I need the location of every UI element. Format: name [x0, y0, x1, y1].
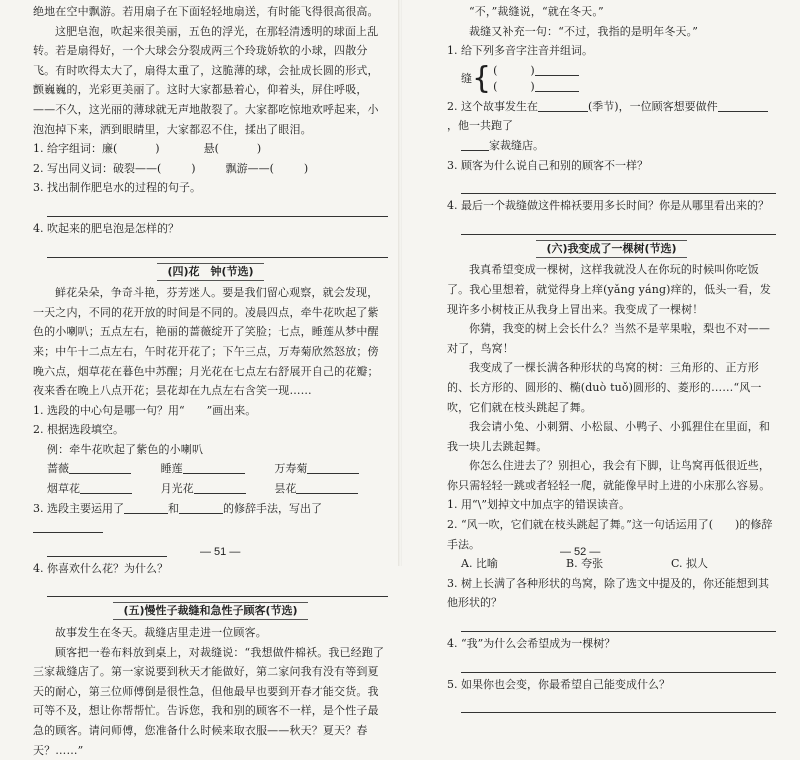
fill-blank[interactable]	[461, 138, 489, 151]
page-number: — 51 —	[200, 546, 241, 559]
fill-blank[interactable]	[538, 99, 588, 112]
section-5-passage-2: 顾客把一卷布料放到桌上，对裁缝说：“我想做件棉袄。我已经跑了三家裁缝店了。第一家说要到秋天才能做好，第二家问我有没有等到夏天的耐心，第三位师傅倒是很性急，但他最早也要到开春才能交货。我可等不及，想让你帮帮忙。告诉您，我和别的顾客不一样，是个性子最急的顾客。请问师傅，您准备什么时候来取衣服——秋天？夏天？春天？……”	[33, 645, 385, 757]
fill-blank[interactable]	[296, 481, 358, 494]
section-6-paragraph: 我真希望变成一棵树，这样我就没人在你玩的时候叫你吃饭了。我心里想着，就觉得身上痒(yǎng yáng)痒的，低头一看，发现许多小树枝正从我身上冒出来。我变成了一棵树！	[447, 263, 771, 316]
fill-blank[interactable]	[179, 501, 223, 514]
section-4-passage: 鲜花朵朵，争奇斗艳，芬芳迷人。要是我们留心观察，就会发现，一天之内，不同的花开放的时间是不同的。凌晨四点，牵牛花吹起了紫色的小喇叭；五点左右，艳丽的蔷薇绽开了笑脸；七点，睡莲从梦中醒来；中午十二点左右，午时花开花了；下午三点，万寿菊欣然怒放；傍晚六点，烟草花在暮色中苏醒；月光花在七点左右舒展开自己的花瓣；夜来香在晚上八点开花；昙花却在九点左右含笑一现……	[33, 286, 379, 398]
flower-label: 烟草花	[47, 482, 80, 496]
question-1: 1. 给下列多音字注音并组词。	[447, 44, 593, 58]
sec6-q2-options	[461, 554, 776, 574]
q2-end: )	[303, 161, 309, 175]
sec4-question-4: 4. 你喜欢什么花？为什么？	[33, 561, 168, 575]
fill-blank[interactable]	[69, 461, 131, 474]
question-4: 4. 最后一个裁缝做这件棉袄要用多长时间？你是从哪里看出来的？	[447, 199, 769, 213]
section-5-passage-1: 故事发生在冬天。裁缝店里走进一位顾客。	[55, 626, 267, 640]
answer-line[interactable]	[47, 540, 167, 557]
fill-row[interactable]: ( )	[493, 63, 579, 79]
fill-blank[interactable]	[183, 461, 245, 474]
fill-blank[interactable]	[307, 461, 359, 474]
question-1	[33, 139, 388, 159]
flower-label: 万寿菊	[274, 462, 308, 476]
flower-label: 昙花	[274, 482, 297, 496]
section-4-title: (四)花 钟(节选)	[33, 262, 388, 282]
fill-blank[interactable]	[194, 481, 246, 494]
q1-end: )	[256, 142, 262, 156]
q1-mid: )	[155, 142, 160, 156]
sec4-question-2: 2. 根据选段填空。	[33, 423, 124, 437]
sec4-question-3: 3. 选段主要运用了 和 的修辞手法，写出了	[33, 499, 388, 538]
question-2: 2. 这个故事发生在 (季节)，一位顾客想要做件，他一共跑了	[447, 97, 776, 136]
flower-label: 蔷薇	[47, 462, 69, 476]
question-3: 3. 顾客为什么说自己和别的顾客不一样？	[447, 158, 648, 172]
section-6-paragraph: 我会请小兔、小刺猬、小松鼠、小鸭子、小狐狸住在里面，和我一块儿去跳起舞。	[447, 420, 771, 453]
section-6-paragraph: 我变成了一棵长满各种形状的鸟窝的树：三角形的、正方形的、长方形的、圆形的、椭(duò tuǒ)圆形的、菱形的……“风一吹，它们就在枝头跳起了舞。	[447, 361, 762, 414]
option-a[interactable]: A. 比喻	[461, 557, 498, 571]
answer-line[interactable]	[461, 615, 776, 632]
flower-fill-row-1	[47, 459, 388, 479]
section-5-title: (五)慢性子裁缝和急性子顾客(节选)	[33, 601, 388, 621]
sec6-question-2: 2. “风一吹，它们就在枝头跳起了舞。”这一句话运用了( )的修辞手法。	[447, 518, 773, 551]
fill-blank[interactable]	[80, 481, 132, 494]
answer-line[interactable]	[461, 696, 776, 713]
fill-blank[interactable]	[33, 520, 103, 533]
answer-line[interactable]	[47, 241, 388, 258]
q2-part2: 飘游——(	[225, 161, 274, 175]
answer-line[interactable]	[461, 656, 776, 673]
question-3: 3. 找出制作肥皂水的过程的句子。	[33, 181, 201, 195]
passage-line: “不，”裁缝说，“就在冬天。”	[469, 5, 604, 18]
q2-label: 2. 写出同义词：破裂——(	[33, 161, 162, 175]
section-6-paragraph: 你猜，我变的树上会长什么？当然不是苹果啦，梨也不对——对了，鸟窝！	[447, 322, 771, 355]
sec6-question-4: 4. “我”为什么会希望成为一棵树？	[447, 637, 616, 651]
passage-paragraph: 这肥皂泡，吹起来很美丽，五色的浮光，在那轻清透明的球面上乱转。若是扇得好，一个大球会分裂成两三个玲珑娇软的小球，四散分飞。有时吹得太大了，扇得太重了，这脆薄的球，会扯成长圆的形式，颤巍巍的，光彩更美丽了。这时大家都悬着心，仰着头，屏住呼吸，——不久，这光丽的薄球就无声地散裂了。大家都吃惊地欢呼起来，小泡泡掉下来，洒到眼睛里，大家都忍不住，揉出了眼泪。	[33, 24, 379, 136]
fill-blank[interactable]	[718, 99, 768, 112]
page-52	[400, 0, 800, 691]
sec6-question-3: 3. 树上长满了各种形状的鸟窝，除了选文中提及的，你还能想到其他形状的？	[447, 576, 769, 610]
polyphone-char: 缝	[461, 71, 472, 85]
polyphone-bracket	[461, 60, 776, 96]
sec4-question-1: 1. 选段的中心句是哪一句？用“ ”画出来。	[33, 403, 257, 417]
answer-line[interactable]	[47, 580, 388, 597]
brace-icon: {	[472, 60, 492, 96]
page-51	[0, 0, 400, 757]
sec6-question-1: 1. 用“\”划掉文中加点字的错误读音。	[447, 498, 630, 512]
passage-line: 绝地在空中飘游。若用扇子在下面轻轻地扇送，有时能飞得很高很高。	[33, 5, 379, 18]
section-6-title: (六)我变成了一棵树(节选)	[447, 239, 776, 259]
q1-part2: 悬(	[203, 142, 219, 156]
option-c[interactable]: C. 拟人	[671, 557, 709, 571]
sec4-example: 例：牵牛花吹起了紫色的小喇叭	[47, 442, 204, 456]
answer-line[interactable]	[47, 200, 388, 217]
answer-line[interactable]	[461, 177, 776, 194]
passage-line: 裁缝又补充一句：“不过，我指的是明年冬天。”	[469, 24, 699, 38]
section-6-paragraph: 你怎么住进去了？别担心，我会有下脚，让鸟窝再低很近些，你只需轻轻一跳或者轻轻一爬，就能像早时上进的小床那么容易。	[447, 459, 771, 492]
option-b[interactable]: B. 夸张	[566, 557, 604, 571]
q2-mid: )	[191, 161, 196, 175]
question-2	[33, 159, 388, 179]
question-4: 4. 吹起来的肥皂泡是怎样的？	[33, 221, 179, 235]
q1-label: 1. 给字组词：廉(	[33, 142, 118, 156]
question-2-cont: 家裁缝店。	[461, 136, 776, 156]
page-number: — 52 —	[560, 546, 601, 559]
flower-label: 睡莲	[160, 462, 183, 476]
answer-line[interactable]	[461, 218, 776, 235]
flower-fill-row-2	[47, 479, 388, 499]
sec6-question-5: 5. 如果你也会变，你最希望自己能变成什么？	[447, 677, 670, 691]
flower-label: 月光花	[160, 482, 194, 496]
fill-blank[interactable]	[124, 501, 168, 514]
fill-row[interactable]: ( )	[493, 79, 579, 95]
